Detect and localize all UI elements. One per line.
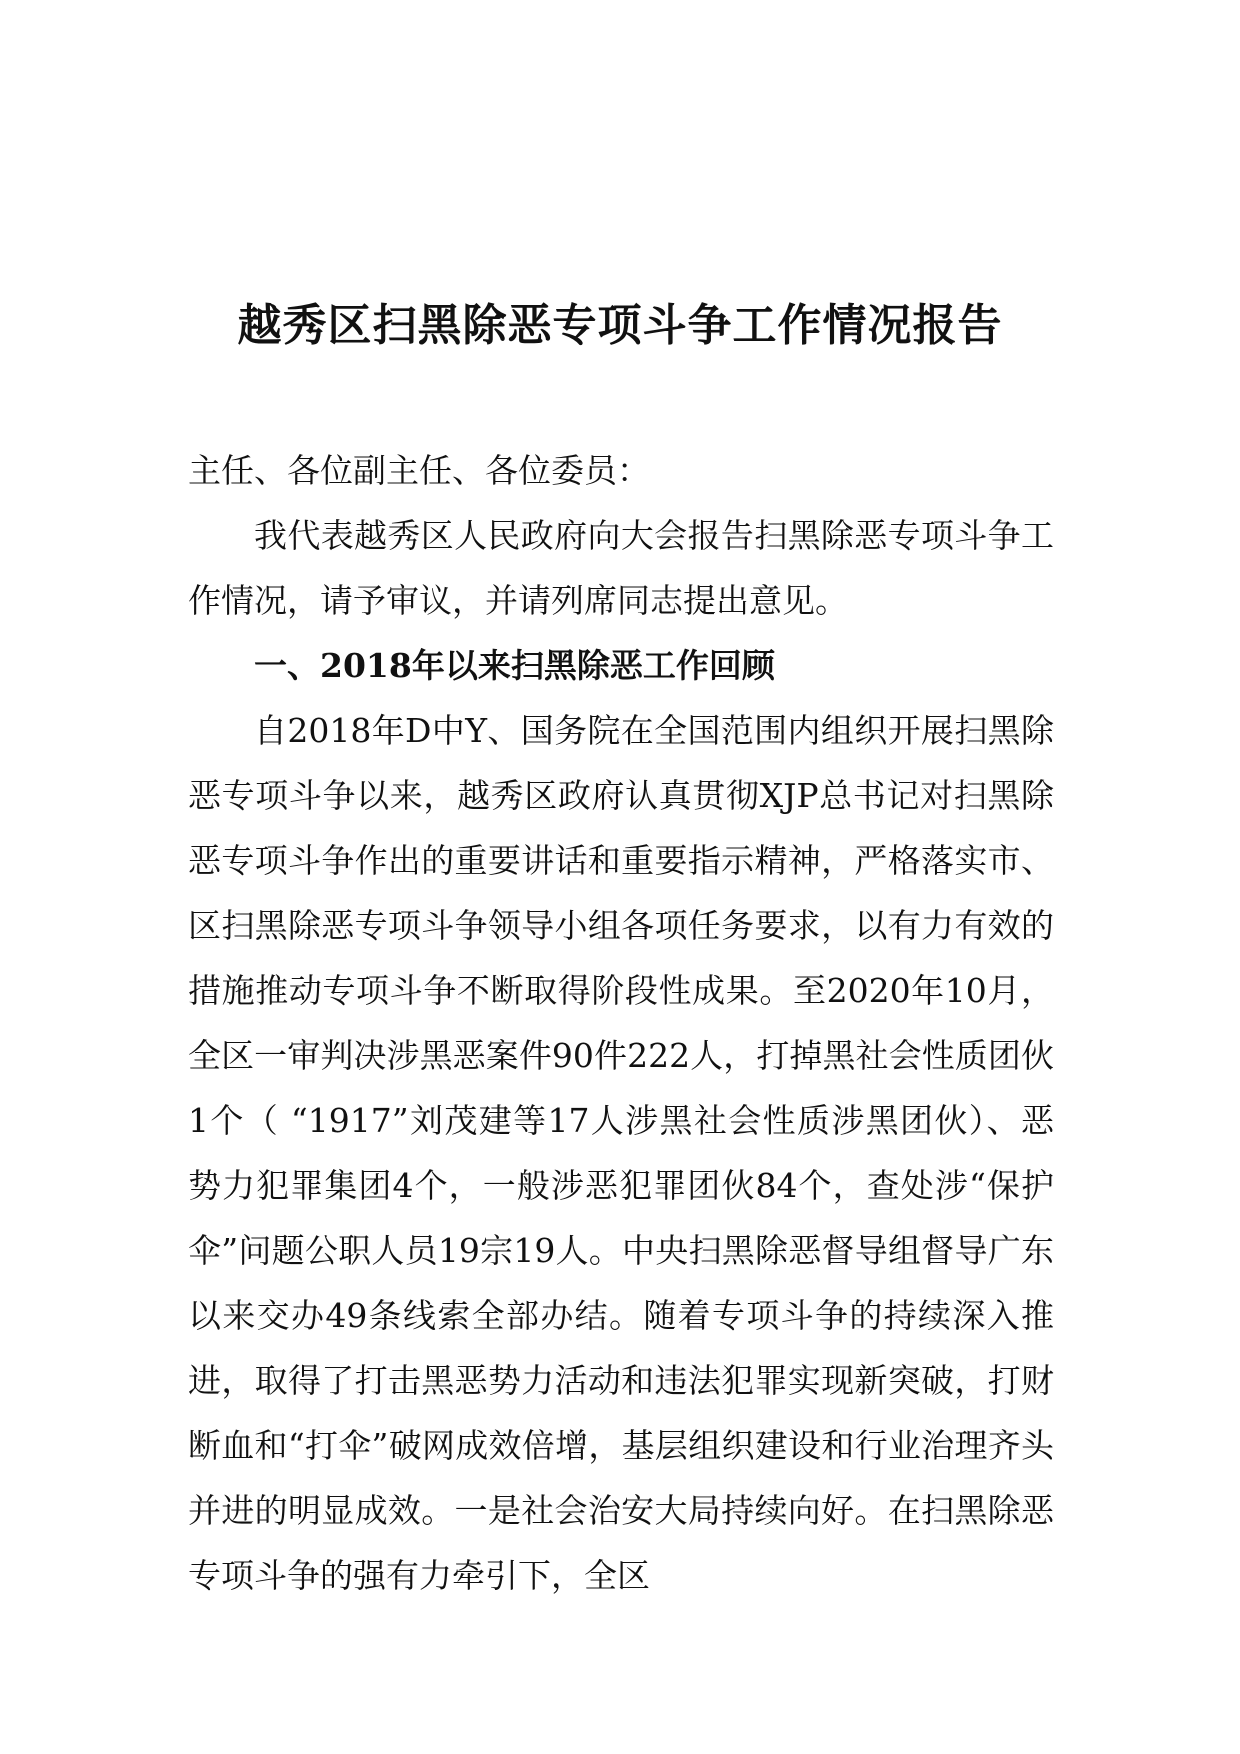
section-heading: 一、2018年以来扫黑除恶工作回顾: [254, 646, 775, 685]
document-title: 越秀区扫黑除恶专项斗争工作情况报告: [237, 300, 1003, 351]
section-paragraph: 自2018年D中Y、国务院在全国范围内组织开展扫黑除恶专项斗争以来，越秀区政府认真贯彻XJP总书记对扫黑除恶专项斗争作出的重要讲话和重要指示精神，严格落实市、区扫黑除恶专项斗争领导小组各项任务要求，以有力有效的措施推动专项斗争不断取得阶段性成果。至2020年10月，全区一审判决涉黑恶案件90件222人，打掉黑社会性质团伙1个（ “1917”刘茂建等17人涉黑社会性质涉黑团伙）、恶势力犯罪集团4个，一般涉恶犯罪团伙84个，查处涉“保护伞”问题公职人员19宗19人。中央扫黑除恶督导组督导广东以来交办49条线索全部办结。随着专项斗争的持续深入推进，取得了打击黑恶势力活动和违法犯罪实现新突破，打财断血和“打伞”破网成效倍增，基层组织建设和行业治理齐头并进的明显成效。一是社会治安大局持续向好。在扫黑除恶专项斗争的强有力牵引下，全区: [188, 711, 1054, 1595]
salutation: 主任、各位副主任、各位委员：: [188, 451, 650, 490]
intro-paragraph: 我代表越秀区人民政府向大会报告扫黑除恶专项斗争工作情况，请予审议，并请列席同志提出意见。: [188, 516, 1054, 620]
document-body: [188, 438, 1054, 1608]
